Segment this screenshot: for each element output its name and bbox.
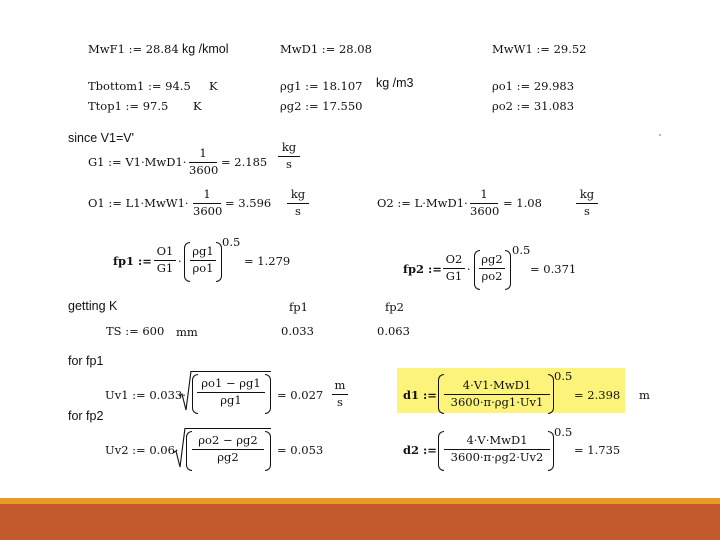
for-fp2-label: for fp2 [68,409,104,423]
footer-bar [0,504,720,540]
ts-unit: mm [176,325,198,339]
uv1-lhs: Uv1 := 0.033· [105,388,186,402]
fp2-paren-right [505,250,511,290]
stray-dot [659,134,661,136]
fp1-lhs: fp1 := [113,254,152,268]
fp2-lhs: fp2 := [403,262,442,276]
o1-lhs: O1 := L1·MwW1· [88,196,189,210]
getting-k-label: getting K [68,299,118,313]
uv2-result: = 0.053 [277,443,324,457]
fp2-frac1: O2 G1 [443,254,465,282]
fp1-column-header: fp1 [289,300,308,314]
uv1-fraction: ρo1 − ρg1 ρg1 [197,378,265,406]
uv2-lhs: Uv2 := 0.06· [105,443,179,457]
fp2-frac2: ρg2 ρo2 [479,254,505,282]
tbottom-unit: K [209,79,218,93]
o2-lhs: O2 := L·MwD1· [377,196,468,210]
since-label: since V1=V' [68,131,134,145]
fp2-column-header: fp2 [385,300,404,314]
d2-exponent: 0.5 [554,425,573,439]
o2-result: = 1.08 [503,196,542,210]
fp2-result: = 0.371 [530,262,577,276]
uv2-sqrt-bar [185,428,271,429]
d1-unit: m [639,388,650,402]
mww1-def: MwW1 := 29.52 [492,42,587,56]
mwf1-def: MwF1 := 28.84 [88,42,179,56]
uv1-paren-right [265,374,271,414]
uv2-fraction: ρo2 − ρg2 ρg2 [192,435,264,463]
mwf1-unit: kg /kmol [182,42,229,56]
o2-fraction: 1 3600 [470,187,500,218]
uv2-sqrt-sign [172,427,186,469]
uv1-result: = 0.027 [277,388,324,402]
d1-result: = 2.398 [574,388,621,402]
ttop-unit: K [193,99,202,113]
g1-fraction: 1 3600 [189,146,219,177]
uv1-sqrt-sign [178,370,192,412]
fp2-exponent: 0.5 [512,243,531,257]
d1-fraction: 4·V1·MwD1 3600·π·ρg1·Uv1 [444,380,550,408]
rhog1-unit: kg /m3 [376,76,414,90]
rhog1-def: ρg1 := 18.107 [280,79,363,93]
fp2-dot: · [467,262,471,276]
d2-fraction: 4·V·MwD1 3600·π·ρg2·Uv2 [444,435,550,463]
d2-result: = 1.735 [574,443,621,457]
g1-lhs: G1 := V1·MwD1· [88,155,187,169]
d2-lhs: d2 := [403,443,437,457]
ts-def: TS := 600 [106,324,165,338]
tbottom-def: Tbottom1 := 94.5 [88,79,191,93]
o1-unit: kg s [287,189,309,217]
fp1-dot: · [178,254,182,268]
k-value-fp2: 0.063 [377,324,410,338]
d1-exponent: 0.5 [554,369,573,383]
uv2-paren-right [265,431,271,471]
for-fp1-label: for fp1 [68,354,104,368]
g1-unit: kg s [278,142,300,170]
fp1-frac1: O1 G1 [154,246,176,274]
ttop-def: Ttop1 := 97.5 [88,99,169,113]
fp1-result: = 1.279 [244,254,291,268]
rhog2-def: ρg2 := 17.550 [280,99,363,113]
o2-unit: kg s [576,189,598,217]
fp1-exponent: 0.5 [222,235,241,249]
fp1-frac2: ρg1 ρo1 [190,246,216,274]
g1-result: = 2.185 [221,155,268,169]
d1-lhs: d1 := [403,388,437,402]
k-value-fp1: 0.033 [281,324,314,338]
o1-result: = 3.596 [225,196,272,210]
o1-fraction: 1 3600 [193,187,223,218]
uv1-sqrt-bar [191,371,271,372]
uv1-unit: m s [332,380,348,408]
rhoo1-def: ρo1 := 29.983 [492,79,575,93]
mwd1-def: MwD1 := 28.08 [280,42,372,56]
rhoo2-def: ρo2 := 31.083 [492,99,575,113]
